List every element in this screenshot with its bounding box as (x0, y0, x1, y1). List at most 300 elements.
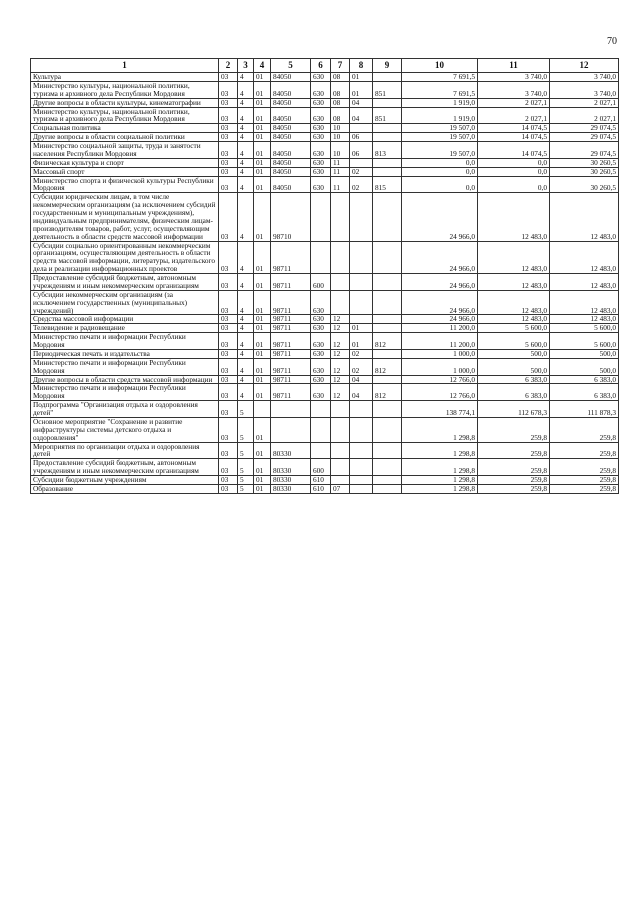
code-cell: 98711 (271, 349, 311, 358)
code-cell: 01 (254, 417, 271, 442)
code-cell: 4 (238, 81, 254, 98)
code-cell: 630 (311, 98, 331, 107)
amount-cell: 1 298,8 (402, 476, 478, 485)
code-cell: 98711 (271, 290, 311, 315)
code-cell: 4 (238, 315, 254, 324)
amount-cell: 2 027,1 (478, 107, 550, 124)
code-cell: 84050 (271, 81, 311, 98)
row-label: Министерство печати и информации Республики Мордовия (31, 333, 219, 350)
code-cell: 03 (219, 241, 238, 274)
page-number: 70 (607, 36, 617, 47)
amount-cell: 500,0 (478, 349, 550, 358)
row-label: Предоставление субсидий бюджетным, автономным учреждениям и иным некоммерческим организациям (31, 459, 219, 476)
table-row (31, 333, 619, 350)
row-label: Другие вопросы в области средств массовой информации (31, 375, 219, 384)
amount-cell: 1 000,0 (402, 349, 478, 358)
amount-cell: 5 600,0 (550, 324, 619, 333)
amount-cell: 259,8 (478, 484, 550, 493)
amount-cell: 19 507,0 (402, 133, 478, 142)
amount-cell: 30 260,5 (550, 167, 619, 176)
table-row (31, 459, 619, 476)
code-cell (350, 274, 373, 291)
amount-cell: 2 027,1 (550, 98, 619, 107)
code-cell (331, 417, 350, 442)
amount-cell: 12 483,0 (478, 290, 550, 315)
amount-cell: 6 383,0 (550, 375, 619, 384)
code-cell: 11 (331, 158, 350, 167)
code-cell: 600 (311, 459, 331, 476)
code-cell: 01 (254, 315, 271, 324)
code-cell: 03 (219, 176, 238, 193)
code-cell: 630 (311, 133, 331, 142)
code-cell: 03 (219, 142, 238, 159)
amount-cell: 12 483,0 (550, 193, 619, 241)
amount-cell: 259,8 (550, 484, 619, 493)
code-cell: 84050 (271, 167, 311, 176)
code-cell: 01 (254, 333, 271, 350)
table-row (31, 349, 619, 358)
table-row (31, 476, 619, 485)
code-cell (350, 484, 373, 493)
code-cell: 630 (311, 358, 331, 375)
code-cell (311, 193, 331, 241)
code-cell: 03 (219, 133, 238, 142)
code-cell: 4 (238, 375, 254, 384)
code-cell: 01 (254, 193, 271, 241)
code-cell: 98711 (271, 333, 311, 350)
code-cell: 98711 (271, 375, 311, 384)
code-cell: 630 (311, 176, 331, 193)
header-cell: 10 (402, 59, 478, 73)
code-cell: 84050 (271, 124, 311, 133)
code-cell: 04 (350, 98, 373, 107)
code-cell (350, 401, 373, 418)
row-label: Субсидии социально ориентированным некоммерческим организациям, осуществляющим деятельность в области средств массовой информации, литературы, издательского дела и реализации информационных проектов (31, 241, 219, 274)
amount-cell: 259,8 (478, 459, 550, 476)
code-cell (373, 133, 402, 142)
code-cell (350, 315, 373, 324)
amount-cell: 30 260,5 (550, 176, 619, 193)
amount-cell: 11 200,0 (402, 324, 478, 333)
code-cell: 4 (238, 124, 254, 133)
code-cell (350, 158, 373, 167)
amount-cell: 112 678,3 (478, 401, 550, 418)
code-cell: 04 (350, 375, 373, 384)
code-cell (350, 193, 373, 241)
code-cell: 01 (350, 73, 373, 82)
amount-cell: 3 740,0 (550, 81, 619, 98)
header-cell: 3 (238, 59, 254, 73)
row-label: Министерство культуры, национальной политики, туризма и архивного дела Республики Мордовия (31, 107, 219, 124)
code-cell: 4 (238, 167, 254, 176)
amount-cell: 12 766,0 (402, 384, 478, 401)
amount-cell: 259,8 (478, 476, 550, 485)
code-cell: 01 (254, 107, 271, 124)
code-cell: 03 (219, 315, 238, 324)
code-cell (350, 417, 373, 442)
code-cell: 04 (350, 384, 373, 401)
code-cell: 01 (254, 442, 271, 459)
amount-cell: 259,8 (478, 417, 550, 442)
row-label: Социальная политика (31, 124, 219, 133)
code-cell (373, 349, 402, 358)
code-cell (373, 401, 402, 418)
code-cell: 851 (373, 81, 402, 98)
amount-cell: 14 074,5 (478, 133, 550, 142)
amount-cell: 1 919,0 (402, 98, 478, 107)
amount-cell: 12 483,0 (550, 315, 619, 324)
table-row (31, 124, 619, 133)
code-cell: 10 (331, 142, 350, 159)
code-cell: 84050 (271, 133, 311, 142)
code-cell: 610 (311, 476, 331, 485)
amount-cell: 29 074,5 (550, 124, 619, 133)
row-label: Мероприятия по организации отдыха и оздоровления детей (31, 442, 219, 459)
code-cell: 4 (238, 158, 254, 167)
code-cell: 01 (254, 158, 271, 167)
code-cell (331, 241, 350, 274)
code-cell: 84050 (271, 98, 311, 107)
row-label: Министерство социальной защиты, труда и занятости населения Республики Мордовия (31, 142, 219, 159)
code-cell: 610 (311, 484, 331, 493)
code-cell: 80330 (271, 459, 311, 476)
code-cell: 01 (254, 358, 271, 375)
table-row (31, 290, 619, 315)
code-cell: 03 (219, 442, 238, 459)
code-cell: 01 (350, 333, 373, 350)
code-cell: 02 (350, 358, 373, 375)
amount-cell: 0,0 (402, 176, 478, 193)
code-cell (373, 193, 402, 241)
code-cell: 98711 (271, 241, 311, 274)
code-cell: 06 (350, 133, 373, 142)
table-row (31, 324, 619, 333)
amount-cell: 14 074,5 (478, 124, 550, 133)
row-label: Субсидии юридическим лицам, в том числе некоммерческим организациям (за исключением субсидий государственным и муниципальным учреждениям), индивидуальным предпринимателям, физическим лицам- производителям товаров, работ, услуг, осуществляющим деятельность в области средств массовой информации (31, 193, 219, 241)
code-cell: 03 (219, 290, 238, 315)
code-cell (373, 484, 402, 493)
code-cell: 01 (254, 476, 271, 485)
code-cell: 5 (238, 476, 254, 485)
amount-cell: 11 200,0 (402, 333, 478, 350)
code-cell: 11 (331, 176, 350, 193)
amount-cell: 259,8 (550, 417, 619, 442)
amount-cell: 111 878,3 (550, 401, 619, 418)
code-cell: 4 (238, 384, 254, 401)
code-cell: 01 (254, 167, 271, 176)
code-cell: 4 (238, 324, 254, 333)
code-cell: 10 (331, 133, 350, 142)
code-cell: 630 (311, 124, 331, 133)
amount-cell: 12 483,0 (478, 193, 550, 241)
code-cell: 01 (254, 133, 271, 142)
amount-cell: 0,0 (478, 158, 550, 167)
code-cell (350, 290, 373, 315)
code-cell (350, 124, 373, 133)
code-cell: 98711 (271, 358, 311, 375)
table-body (31, 73, 619, 494)
code-cell: 03 (219, 73, 238, 82)
amount-cell: 12 483,0 (478, 315, 550, 324)
code-cell: 5 (238, 484, 254, 493)
code-cell: 4 (238, 333, 254, 350)
code-cell: 03 (219, 81, 238, 98)
code-cell: 01 (254, 73, 271, 82)
row-label: Физическая культура и спорт (31, 158, 219, 167)
row-label: Основное мероприятие "Сохранение и развитие инфраструктуры системы детского отдыха и оздоровления" (31, 417, 219, 442)
amount-cell: 24 966,0 (402, 274, 478, 291)
table-row (31, 484, 619, 493)
header-cell: 9 (373, 59, 402, 73)
amount-cell: 500,0 (478, 358, 550, 375)
code-cell: 01 (350, 324, 373, 333)
row-label: Предоставление субсидий бюджетным, автономным учреждениям и иным некоммерческим организациям (31, 274, 219, 291)
code-cell: 4 (238, 73, 254, 82)
code-cell: 12 (331, 349, 350, 358)
header-cell: 1 (31, 59, 219, 73)
code-cell: 06 (350, 142, 373, 159)
amount-cell: 19 507,0 (402, 124, 478, 133)
code-cell (373, 315, 402, 324)
code-cell (373, 417, 402, 442)
code-cell (350, 241, 373, 274)
amount-cell: 259,8 (550, 459, 619, 476)
code-cell: 5 (238, 459, 254, 476)
code-cell: 03 (219, 274, 238, 291)
code-cell (373, 73, 402, 82)
code-cell: 80330 (271, 484, 311, 493)
budget-table (30, 58, 619, 494)
code-cell: 84050 (271, 73, 311, 82)
code-cell: 630 (311, 107, 331, 124)
code-cell: 812 (373, 333, 402, 350)
amount-cell: 500,0 (550, 358, 619, 375)
code-cell (373, 274, 402, 291)
code-cell: 01 (254, 124, 271, 133)
code-cell (373, 158, 402, 167)
amount-cell: 1 000,0 (402, 358, 478, 375)
code-cell: 4 (238, 107, 254, 124)
code-cell: 12 (331, 333, 350, 350)
amount-cell: 24 966,0 (402, 290, 478, 315)
code-cell: 630 (311, 81, 331, 98)
code-cell: 4 (238, 176, 254, 193)
code-cell (373, 290, 402, 315)
code-cell: 03 (219, 107, 238, 124)
header-cell: 11 (478, 59, 550, 73)
code-cell: 03 (219, 459, 238, 476)
code-cell: 98711 (271, 384, 311, 401)
code-cell: 11 (331, 167, 350, 176)
row-label: Подпрограмма "Организация отдыха и оздоровления детей" (31, 401, 219, 418)
row-label: Министерство культуры, национальной политики, туризма и архивного дела Республики Мордовия (31, 81, 219, 98)
amount-cell: 259,8 (478, 442, 550, 459)
code-cell: 03 (219, 193, 238, 241)
code-cell (350, 442, 373, 459)
code-cell: 01 (254, 384, 271, 401)
code-cell: 03 (219, 333, 238, 350)
amount-cell: 500,0 (550, 349, 619, 358)
row-label: Министерство спорта и физической культуры Республики Мордовия (31, 176, 219, 193)
amount-cell: 0,0 (478, 167, 550, 176)
code-cell (311, 401, 331, 418)
amount-cell: 138 774,1 (402, 401, 478, 418)
code-cell: 4 (238, 274, 254, 291)
header-cell: 12 (550, 59, 619, 73)
code-cell: 630 (311, 142, 331, 159)
amount-cell: 6 383,0 (478, 384, 550, 401)
code-cell: 10 (331, 124, 350, 133)
code-cell (350, 459, 373, 476)
table-row (31, 315, 619, 324)
amount-cell: 5 600,0 (550, 333, 619, 350)
code-cell (311, 442, 331, 459)
code-cell: 98711 (271, 315, 311, 324)
code-cell (373, 459, 402, 476)
code-cell: 01 (254, 349, 271, 358)
code-cell (311, 417, 331, 442)
table-row (31, 133, 619, 142)
code-cell (254, 401, 271, 418)
code-cell: 630 (311, 384, 331, 401)
code-cell: 01 (254, 176, 271, 193)
table-row (31, 98, 619, 107)
code-cell: 03 (219, 358, 238, 375)
code-cell: 5 (238, 442, 254, 459)
amount-cell: 259,8 (550, 442, 619, 459)
code-cell: 12 (331, 324, 350, 333)
amount-cell: 6 383,0 (550, 384, 619, 401)
code-cell: 4 (238, 142, 254, 159)
code-cell: 84050 (271, 158, 311, 167)
code-cell (373, 476, 402, 485)
code-cell: 630 (311, 158, 331, 167)
code-cell (373, 324, 402, 333)
amount-cell: 5 600,0 (478, 324, 550, 333)
code-cell (373, 241, 402, 274)
code-cell: 03 (219, 476, 238, 485)
amount-cell: 24 966,0 (402, 315, 478, 324)
code-cell: 08 (331, 107, 350, 124)
header-cell: 4 (254, 59, 271, 73)
header-cell: 7 (331, 59, 350, 73)
amount-cell: 1 298,8 (402, 417, 478, 442)
code-cell: 630 (311, 73, 331, 82)
code-cell: 80330 (271, 476, 311, 485)
table-row (31, 167, 619, 176)
code-cell: 630 (311, 333, 331, 350)
code-cell: 01 (254, 290, 271, 315)
code-cell (271, 401, 311, 418)
code-cell (331, 193, 350, 241)
code-cell: 03 (219, 167, 238, 176)
code-cell: 03 (219, 375, 238, 384)
amount-cell: 7 691,5 (402, 81, 478, 98)
code-cell (311, 241, 331, 274)
code-cell: 01 (254, 98, 271, 107)
amount-cell: 1 298,8 (402, 459, 478, 476)
code-cell: 812 (373, 384, 402, 401)
header-cell: 2 (219, 59, 238, 73)
amount-cell: 29 074,5 (550, 133, 619, 142)
table-row (31, 73, 619, 82)
code-cell: 02 (350, 349, 373, 358)
amount-cell: 12 483,0 (550, 290, 619, 315)
table-row (31, 142, 619, 159)
table-row (31, 158, 619, 167)
code-cell: 813 (373, 142, 402, 159)
code-cell: 03 (219, 384, 238, 401)
row-label: Массовый спорт (31, 167, 219, 176)
code-cell: 851 (373, 107, 402, 124)
amount-cell: 3 740,0 (550, 73, 619, 82)
code-cell (373, 98, 402, 107)
code-cell: 630 (311, 349, 331, 358)
table-row (31, 442, 619, 459)
code-cell (373, 442, 402, 459)
code-cell: 4 (238, 133, 254, 142)
code-cell: 600 (311, 274, 331, 291)
code-cell: 03 (219, 401, 238, 418)
code-cell: 630 (311, 167, 331, 176)
amount-cell: 3 740,0 (478, 81, 550, 98)
code-cell: 02 (350, 167, 373, 176)
amount-cell: 7 691,5 (402, 73, 478, 82)
amount-cell: 24 966,0 (402, 241, 478, 274)
amount-cell: 1 298,8 (402, 442, 478, 459)
code-cell: 630 (311, 375, 331, 384)
amount-cell: 1 298,8 (402, 484, 478, 493)
amount-cell: 3 740,0 (478, 73, 550, 82)
amount-cell: 6 383,0 (478, 375, 550, 384)
code-cell: 5 (238, 417, 254, 442)
table-row (31, 384, 619, 401)
row-label: Другие вопросы в области культуры, кинематографии (31, 98, 219, 107)
code-cell: 01 (254, 241, 271, 274)
code-cell (271, 417, 311, 442)
code-cell: 5 (238, 401, 254, 418)
code-cell: 4 (238, 98, 254, 107)
row-label: Министерство печати и информации Республики Мордовия (31, 384, 219, 401)
code-cell (331, 476, 350, 485)
row-label: Средства массовой информации (31, 315, 219, 324)
code-cell (350, 476, 373, 485)
code-cell: 4 (238, 290, 254, 315)
code-cell: 03 (219, 417, 238, 442)
amount-cell: 19 507,0 (402, 142, 478, 159)
code-cell: 630 (311, 324, 331, 333)
code-cell: 4 (238, 349, 254, 358)
code-cell: 84050 (271, 142, 311, 159)
code-cell (331, 401, 350, 418)
table-row (31, 375, 619, 384)
code-cell: 01 (254, 375, 271, 384)
code-cell: 03 (219, 98, 238, 107)
code-cell: 08 (331, 81, 350, 98)
code-cell: 07 (331, 484, 350, 493)
table-row (31, 401, 619, 418)
table-row (31, 241, 619, 274)
code-cell: 08 (331, 73, 350, 82)
amount-cell: 12 483,0 (550, 274, 619, 291)
code-cell: 01 (254, 459, 271, 476)
amount-cell: 0,0 (478, 176, 550, 193)
header-cell: 8 (350, 59, 373, 73)
header-cell: 6 (311, 59, 331, 73)
amount-cell: 1 919,0 (402, 107, 478, 124)
code-cell: 12 (331, 384, 350, 401)
code-cell: 84050 (271, 107, 311, 124)
